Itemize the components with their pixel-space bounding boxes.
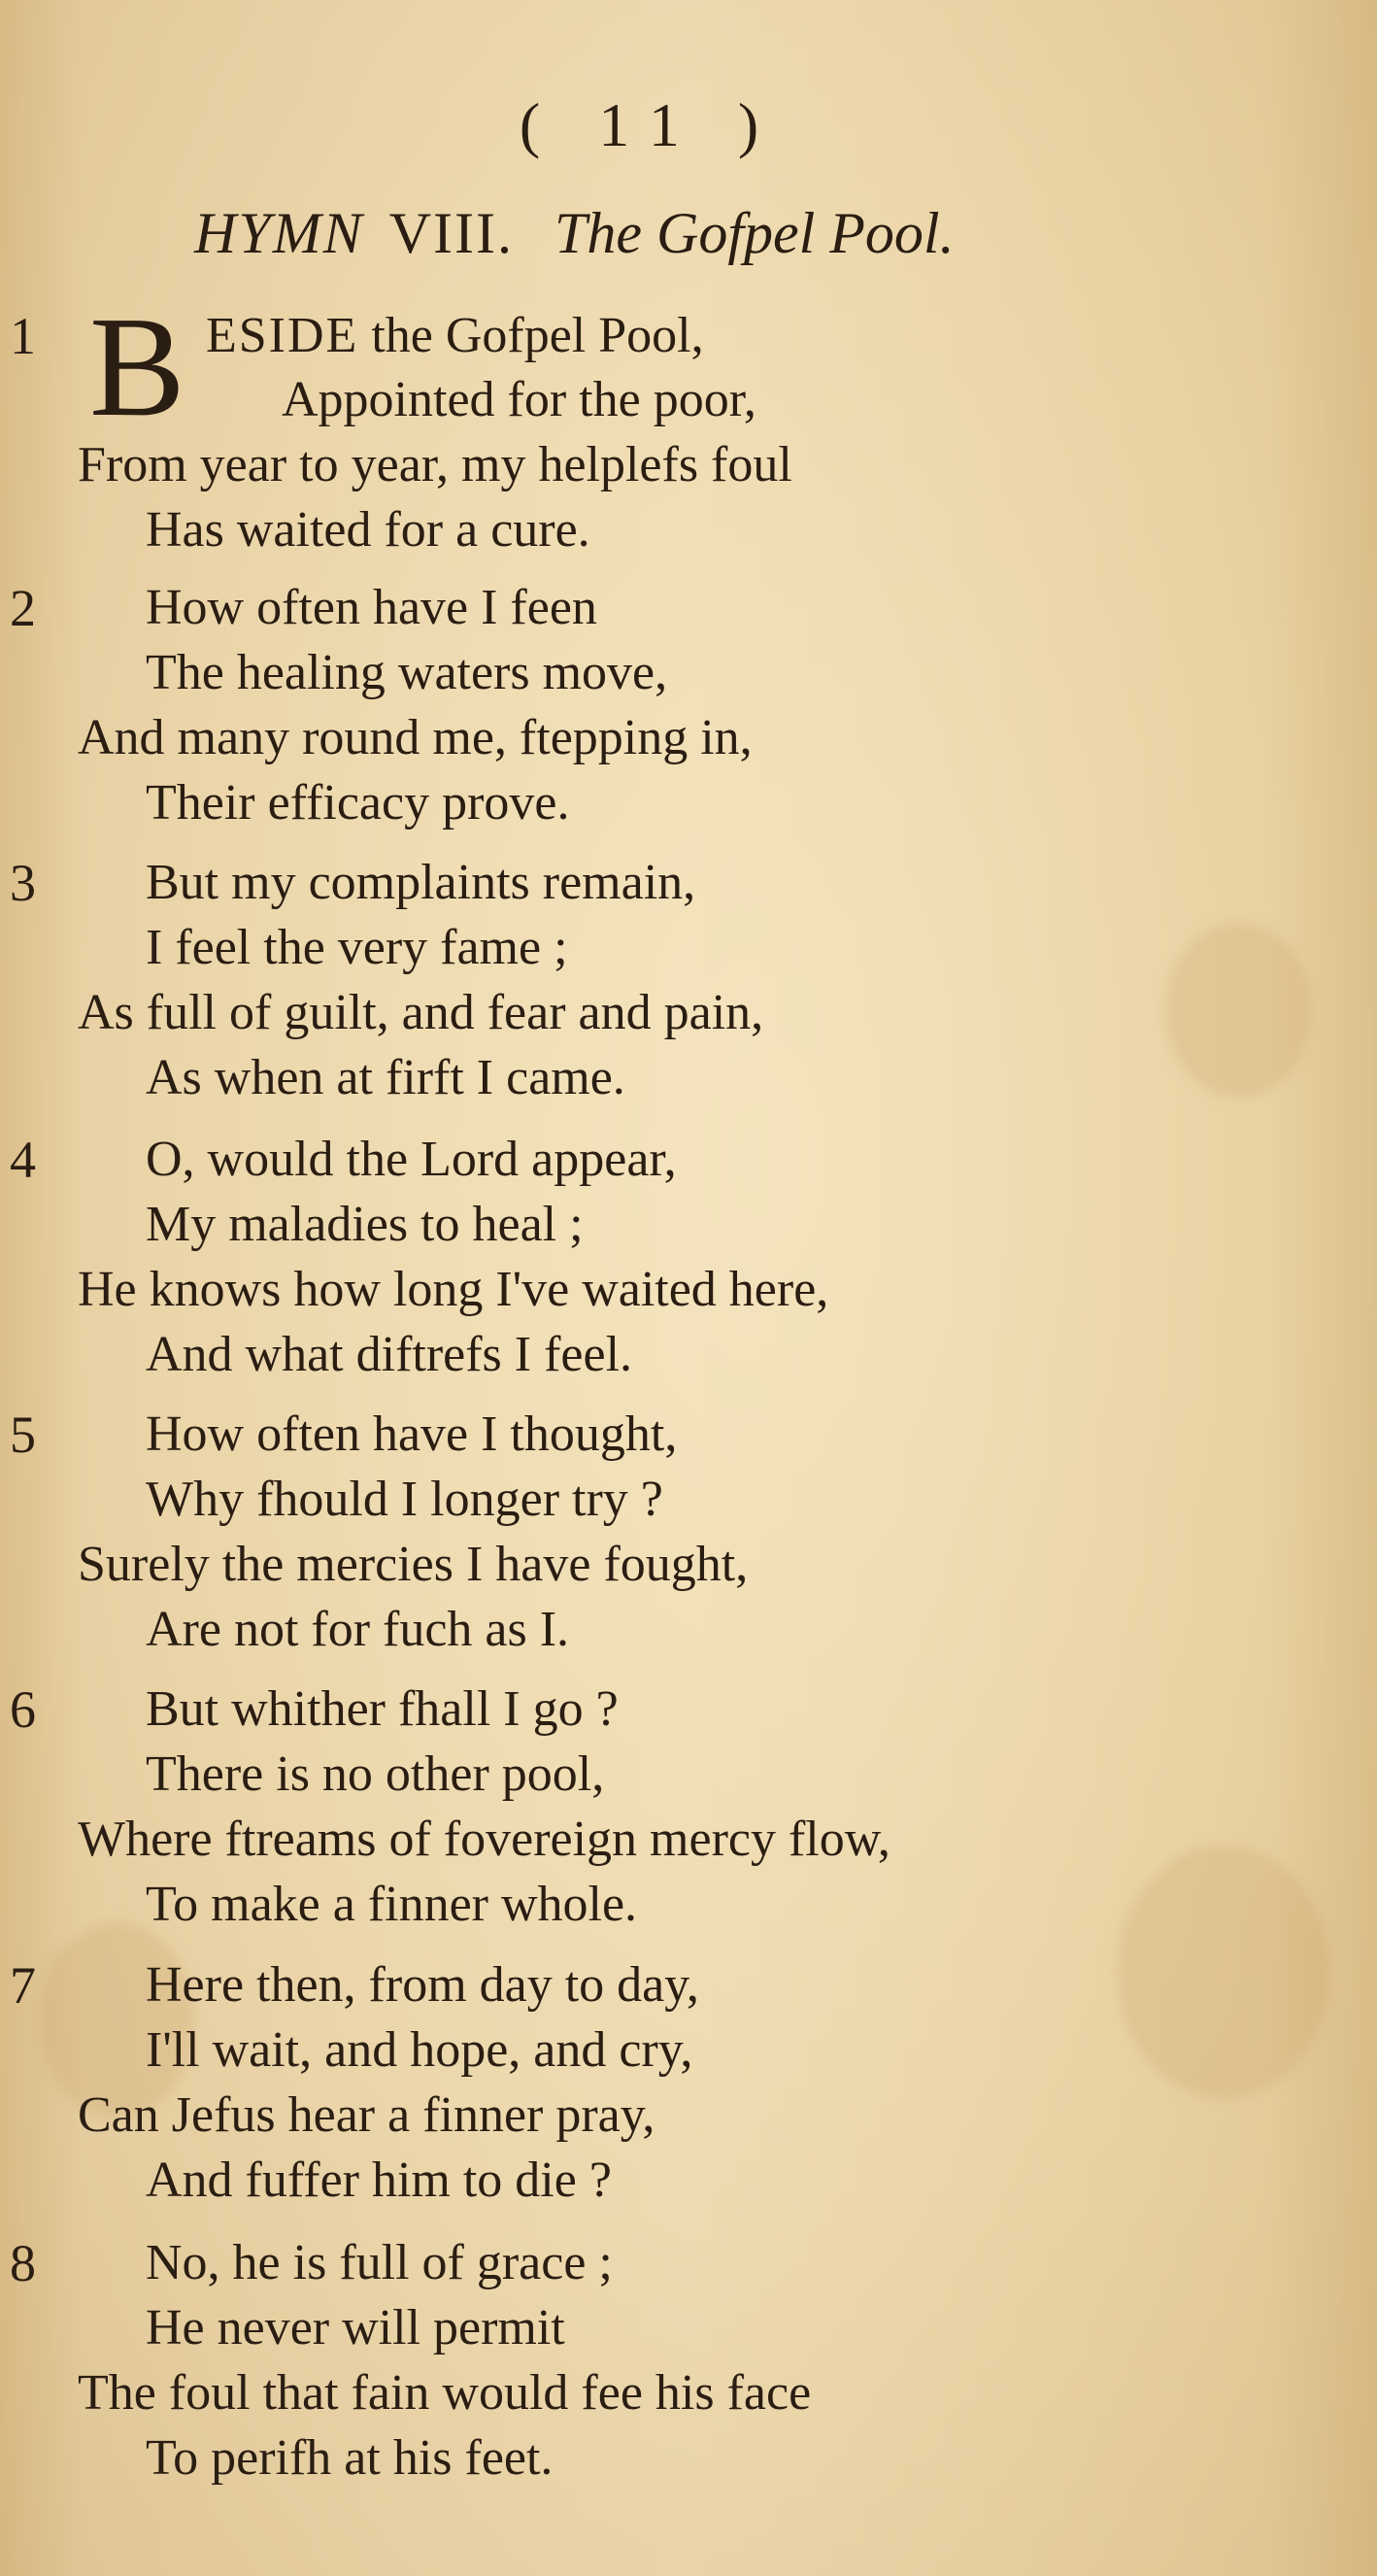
- drop-cap: B: [89, 288, 185, 447]
- verse-line: But whither fhall I go ?: [146, 1681, 619, 1737]
- verse-line-rest: the Gofpel Pool,: [358, 308, 704, 363]
- hymn-subtitle: The Gofpel Pool.: [554, 201, 955, 265]
- hymn-heading: [194, 200, 1165, 267]
- hymn-label: HYMN: [194, 201, 364, 265]
- page-number: ( 11 ): [519, 90, 781, 159]
- verse-line: Surely the mercies I have fought,: [78, 1537, 749, 1592]
- verse-line: But my complaints remain,: [146, 855, 696, 910]
- verse-line: [206, 303, 704, 369]
- verse-line: How often have I feen: [146, 580, 597, 635]
- small-caps: ESIDE: [206, 308, 359, 363]
- verse-line: As when at firft I came.: [146, 1050, 625, 1105]
- stanza-number: 5: [10, 1406, 36, 1464]
- verse-line: And what diftrefs I feel.: [146, 1327, 633, 1382]
- paper-stain: [1165, 923, 1311, 1098]
- verse-line: He knows how long I've waited here,: [78, 1262, 829, 1317]
- verse-line: Can Jefus hear a finner pray,: [78, 2087, 655, 2143]
- verse-line: Are not for fuch as I.: [146, 1602, 570, 1657]
- stanza-number: 1: [10, 307, 36, 365]
- verse-line: To make a finner whole.: [146, 1877, 638, 1932]
- verse-line: And many round me, ftepping in,: [78, 710, 753, 765]
- stanza-number: 8: [10, 2234, 36, 2292]
- hymn-numeral: VIII.: [388, 201, 514, 265]
- verse-line: I feel the very fame ;: [146, 920, 568, 975]
- verse-line: Appointed for the poor,: [282, 372, 756, 427]
- verse-line: Why fhould I longer try ?: [146, 1472, 663, 1527]
- verse-line: From year to year, my helplefs foul: [78, 437, 792, 492]
- verse-line: Where ftreams of fovereign mercy flow,: [78, 1812, 890, 1867]
- verse-line: The healing waters move,: [146, 645, 668, 700]
- verse-line: My maladies to heal ;: [146, 1197, 584, 1252]
- verse-line: O, would the Lord appear,: [146, 1132, 677, 1187]
- verse-line: There is no other pool,: [146, 1746, 605, 1802]
- stanza-number: 6: [10, 1680, 36, 1739]
- stanza-number: 3: [10, 854, 36, 912]
- verse-line: To perifh at his feet.: [146, 2430, 554, 2486]
- stanza-number: 2: [10, 579, 36, 637]
- verse-line: Their efficacy prove.: [146, 775, 570, 830]
- stanza-number: 7: [10, 1956, 36, 2015]
- verse-line: The foul that fain would fee his face: [78, 2365, 812, 2421]
- verse-line: He never will permit: [146, 2300, 565, 2356]
- verse-line: As full of guilt, and fear and pain,: [78, 985, 764, 1040]
- verse-line: Here then, from day to day,: [146, 1957, 699, 2013]
- verse-line: No, he is full of grace ;: [146, 2235, 613, 2290]
- verse-line: How often have I thought,: [146, 1407, 678, 1462]
- verse-line: Has waited for a cure.: [146, 502, 590, 558]
- verse-line: I'll wait, and hope, and cry,: [146, 2022, 693, 2078]
- verse-line: And fuffer him to die ?: [146, 2152, 612, 2208]
- stanza-number: 4: [10, 1131, 36, 1189]
- paper-stain: [1117, 1846, 1330, 2098]
